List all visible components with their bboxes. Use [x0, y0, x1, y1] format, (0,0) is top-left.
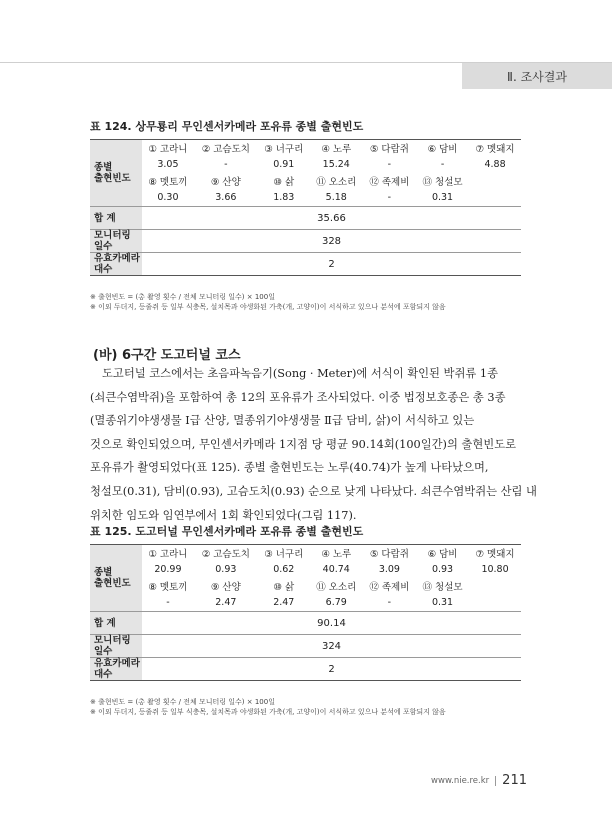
paragraph-line: (멸종위기야생생물 Ⅰ급 산양, 멸종위기야생생물 Ⅱ급 담비, 삵)이 서식하고 있는	[90, 414, 475, 428]
section-title: (바) 6구간 도고터널 코스	[93, 348, 241, 363]
note-formula: ※ 출현빈도 = (총 촬영 횟수 / 전체 모니터링 일수) × 100일	[90, 293, 275, 301]
frequency-value: 0.93	[431, 564, 454, 575]
monitoring-days-value: 328	[142, 230, 521, 253]
paragraph-line: (쇠큰수염박쥐)을 포함하여 총 12의 포유류가 조사되었다. 이중 법정보호종은 총 3종	[90, 390, 506, 404]
species-label: ③ 너구리	[258, 140, 310, 157]
camera-count-value: 2	[142, 253, 521, 276]
frequency-value: 4.88	[484, 159, 506, 170]
frequency-value: 1.83	[273, 192, 295, 203]
species-label: ① 고라니	[142, 140, 194, 157]
species-label: ⑬ 청설모	[422, 582, 463, 593]
camera-count-value: 2	[142, 658, 521, 681]
paragraph-line: 청설모(0.31), 담비(0.93), 고슴도치(0.93) 순으로 낮게 나타났다. 쇠큰수염박쥐는 산림 내	[90, 484, 537, 498]
paragraph-line: 것으로 확인되었으며, 무인센서카메라 1지점 당 평균 90.14회(100일간)의 출현빈도로	[90, 437, 517, 451]
frequency-value: 2.47	[273, 597, 295, 608]
species-label: ① 고라니	[142, 545, 194, 562]
note-formula: ※ 출현빈도 = (총 촬영 횟수 / 전체 모니터링 일수) × 100일	[90, 698, 275, 706]
frequency-value: 0.91	[273, 159, 295, 170]
species-label: ⑫ 족제비	[369, 582, 410, 593]
species-label: ⑨ 산양	[210, 582, 241, 593]
species-label: ⑦ 멧돼지	[469, 545, 521, 562]
row-label-frequency: 종별 출현빈도	[90, 140, 142, 207]
frequency-value: -	[440, 159, 445, 170]
camera-count-label: 유효카메라 대수	[90, 253, 142, 276]
frequency-value: 6.79	[325, 597, 347, 608]
monitoring-days-value: 324	[142, 635, 521, 658]
species-label: ⑩ 삵	[273, 582, 295, 593]
species-label: ⑤ 다람쥐	[363, 140, 416, 157]
species-label: ⑧ 멧토끼	[148, 582, 188, 593]
frequency-value: -	[387, 597, 392, 608]
table-125	[90, 544, 521, 681]
body-paragraph	[90, 362, 537, 527]
frequency-value: 20.99	[154, 564, 182, 575]
frequency-value: 5.18	[325, 192, 347, 203]
footer-divider	[495, 776, 496, 786]
species-label: ⑩ 삵	[273, 177, 295, 188]
species-label: ⑫ 족제비	[369, 177, 410, 188]
species-label: ⑨ 산양	[210, 177, 241, 188]
paragraph-line: 포유류가 촬영되었다(표 125). 종별 출현빈도는 노루(40.74)가 높게 나타났으며,	[90, 461, 489, 475]
species-label: ⑥ 담비	[416, 140, 469, 157]
species-label: ② 고슴도치	[194, 140, 258, 157]
frequency-value: 40.74	[322, 564, 350, 575]
species-label: ⑥ 담비	[416, 545, 469, 562]
frequency-value: -	[224, 159, 228, 170]
frequency-value: 15.24	[322, 159, 350, 170]
frequency-value: 0.93	[215, 564, 237, 575]
frequency-value: 0.31	[431, 597, 454, 608]
page-number: 211	[502, 773, 527, 788]
frequency-value: 0.62	[273, 564, 295, 575]
page-footer	[431, 773, 527, 788]
species-label: ④ 노루	[310, 140, 363, 157]
frequency-value: -	[387, 192, 392, 203]
table-125-caption: 표 125. 도고터널 무인센서카메라 포유류 종별 출현빈도	[90, 525, 364, 538]
species-label: ④ 노루	[310, 545, 363, 562]
species-label: ⑪ 오소리	[316, 582, 357, 593]
frequency-value: 0.31	[431, 192, 454, 203]
camera-count-label: 유효카메라 대수	[90, 658, 142, 681]
table-124-notes	[90, 292, 446, 312]
row-label-frequency: 종별 출현빈도	[90, 545, 142, 612]
monitoring-days-label: 모니터링 일수	[90, 230, 142, 253]
species-label: ⑤ 다람쥐	[363, 545, 416, 562]
frequency-value: -	[166, 597, 170, 608]
species-label: ⑬ 청설모	[422, 177, 463, 188]
paragraph-line: 도고터널 코스에서는 초음파녹음기(Song · Meter)에 서식이 확인된 박쥐류 1종	[102, 367, 498, 380]
frequency-value: 0.30	[157, 192, 179, 203]
total-value: 35.66	[142, 207, 521, 230]
frequency-value: 3.66	[215, 192, 237, 203]
footer-url: www.nie.re.kr	[431, 775, 490, 786]
species-label: ⑧ 멧토끼	[148, 177, 188, 188]
total-value: 90.14	[142, 612, 521, 635]
total-label: 합 계	[90, 612, 142, 635]
frequency-value: 3.05	[157, 159, 179, 170]
paragraph-line: 위치한 임도와 임연부에서 1회 확인되었다(그림 117).	[90, 508, 357, 522]
total-label: 합 계	[90, 207, 142, 230]
note-exclusions: ※ 이외 두더지, 등줄쥐 등 일부 식충목, 설치목과 야생화된 가축(개, 고양이)이 서식하고 있으나 분석에 포함되지 않음	[90, 708, 446, 716]
frequency-value: 10.80	[481, 564, 509, 575]
species-label: ③ 너구리	[258, 545, 310, 562]
frequency-value: -	[387, 159, 392, 170]
section-header-tab: Ⅱ. 조사결과	[462, 63, 612, 89]
frequency-value: 2.47	[215, 597, 237, 608]
monitoring-days-label: 모니터링 일수	[90, 635, 142, 658]
table-124	[90, 139, 521, 276]
note-exclusions: ※ 이외 두더지, 등줄쥐 등 일부 식충목, 설치목과 야생화된 가축(개, 고양이)이 서식하고 있으나 분석에 포함되지 않음	[90, 303, 446, 311]
table-124-caption: 표 124. 상무룡리 무인센서카메라 포유류 종별 출현빈도	[90, 120, 364, 133]
species-label: ⑪ 오소리	[316, 177, 357, 188]
species-label: ⑦ 멧돼지	[469, 140, 521, 157]
table-125-notes	[90, 697, 446, 717]
species-label: ② 고슴도치	[194, 545, 258, 562]
frequency-value: 3.09	[378, 564, 400, 575]
